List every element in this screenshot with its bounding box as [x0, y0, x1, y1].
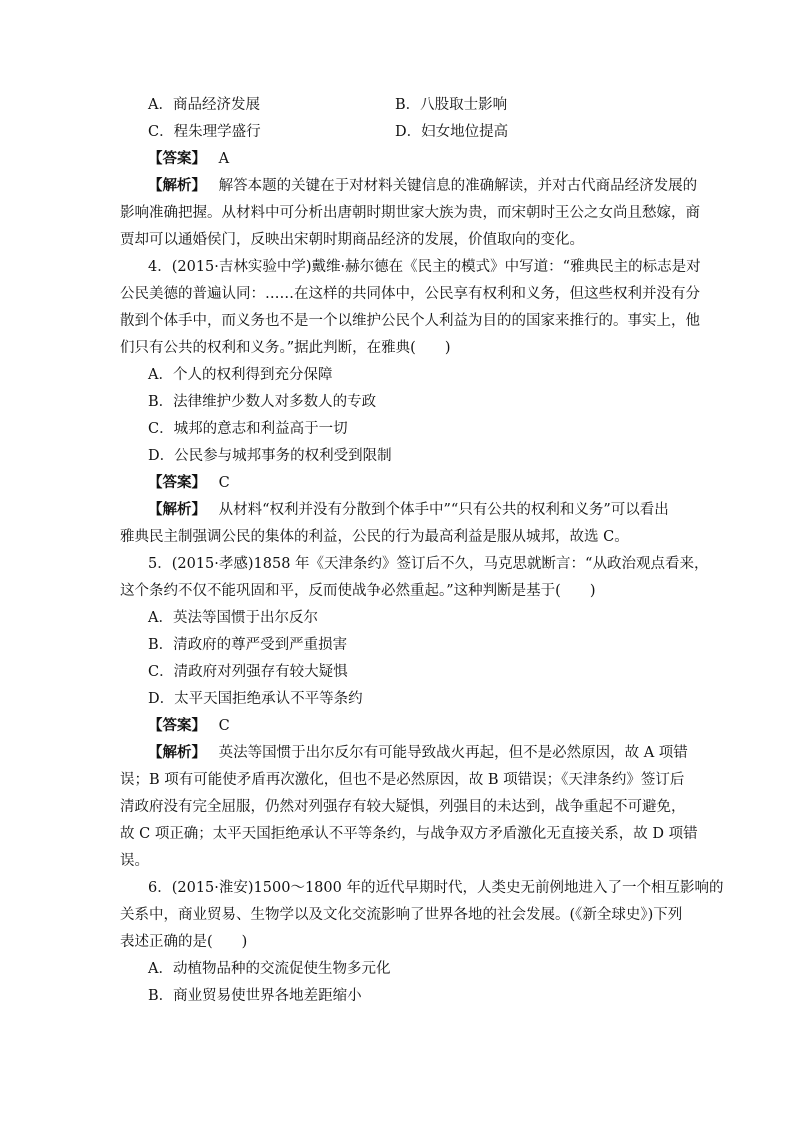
q4-stem-line-1: 4．(2015·吉林实验中学)戴维·赫尔德在《民主的模式》中写道：“雅典民主的标志是对 [148, 259, 701, 275]
q4-analysis-label: 【解析】 [148, 501, 206, 518]
q6-option-b: B．商业贸易使世界各地差距缩小 [148, 988, 362, 1004]
q3-analysis-row [148, 176, 698, 196]
q5-analysis-line-5: 误。 [120, 853, 149, 869]
q5-answer: C [218, 718, 230, 734]
q5-option-d: D．太平天国拒绝承认不平等条约 [148, 691, 363, 707]
q4-option-c: C．城邦的意志和利益高于一切 [148, 421, 348, 437]
q3-option-b: B．八股取士影响 [395, 97, 508, 113]
q5-analysis-label: 【解析】 [148, 744, 206, 761]
q4-analysis-line-2: 雅典民主制强调公民的集体的利益，公民的行为最高利益是服从城邦，故选 C。 [120, 529, 629, 545]
q5-stem-line-1: 5．(2015·孝感)1858 年《天津条约》签订后不久，马克思就断言：“从政治观点看来， [148, 556, 709, 572]
q4-stem-line-2: 公民美德的普遍认同：……在这样的共同体中，公民享有权利和义务，但这些权利并没有分 [120, 286, 700, 302]
q5-analysis-line-3: 清政府没有完全屈服，仍然对列强存有较大疑惧，列强目的未达到，战争重起不可避免， [120, 799, 686, 815]
q4-option-a: A．个人的权利得到充分保障 [148, 367, 333, 383]
q6-stem-line-3: 表述正确的是( ) [120, 934, 248, 950]
q5-analysis-line-1: 英法等国惯于出尔反尔有可能导致战火再起，但不是必然原因，故 A 项错 [218, 745, 688, 761]
q6-stem-line-1: 6．(2015·淮安)1500～1800 年的近代早期时代，人类史无前例地进入了一个相互影响的 [148, 880, 724, 896]
q4-analysis-row [148, 500, 669, 520]
q3-answer: A [218, 151, 230, 167]
q5-analysis-line-4: 故 C 项正确；太平天国拒绝承认不平等条约，与战争双方矛盾激化无直接关系，故 D 项错 [120, 826, 698, 842]
q3-analysis-line-1: 解答本题的关键在于对材料关键信息的准确解读，并对古代商品经济发展的 [218, 178, 698, 194]
q3-answer-row [148, 149, 229, 169]
q3-option-d: D．妇女地位提高 [395, 124, 509, 140]
q6-stem-line-2: 关系中，商业贸易、生物学以及文化交流影响了世界各地的社会发展。(《新全球史》)下列 [120, 907, 683, 923]
q6-option-a: A．动植物品种的交流促使生物多元化 [148, 961, 391, 977]
q4-stem-line-4: 们只有公共的权利和义务。”据此判断，在雅典( ) [120, 340, 451, 356]
q5-option-a: A．英法等国惯于出尔反尔 [148, 610, 318, 626]
q5-option-b: B．清政府的尊严受到严重损害 [148, 637, 348, 653]
q3-analysis-label: 【解析】 [148, 177, 206, 194]
q4-answer-label: 【答案】 [148, 474, 206, 491]
q5-analysis-row [148, 743, 688, 763]
q4-stem-line-3: 散到个体手中，而义务也不是一个以维护公民个人利益为目的的国家来推行的。事实上，他 [120, 313, 700, 329]
q3-option-c: C．程朱理学盛行 [148, 124, 261, 140]
q4-answer-row [148, 473, 230, 493]
q4-analysis-line-1: 从材料“权利并没有分散到个体手中”“只有公共的权利和义务”可以看出 [218, 502, 669, 518]
q5-answer-label: 【答案】 [148, 717, 206, 734]
q4-option-b: B．法律维护少数人对多数人的专政 [148, 394, 377, 410]
q5-option-c: C．清政府对列强存有较大疑惧 [148, 664, 348, 680]
q3-option-a: A．商品经济发展 [148, 97, 260, 113]
q5-stem-line-2: 这个条约不仅不能巩固和平，反而使战争必然重起。”这种判断是基于( ) [120, 583, 596, 599]
q3-analysis-line-2: 影响准确把握。从材料中可分析出唐朝时期世家大族为贵，而宋朝时王公之女尚且愁嫁，商 [120, 205, 700, 221]
q4-answer: C [218, 475, 230, 491]
q3-analysis-line-3: 贾却可以通婚侯门，反映出宋朝时期商品经济的发展，价值取向的变化。 [120, 232, 584, 248]
q3-answer-label: 【答案】 [148, 150, 206, 167]
q4-option-d: D．公民参与城邦事务的权利受到限制 [148, 448, 392, 464]
q5-answer-row [148, 716, 230, 736]
q5-analysis-line-2: 误；B 项有可能使矛盾再次激化，但也不是必然原因，故 B 项错误；《天津条约》签订后 [120, 772, 685, 788]
